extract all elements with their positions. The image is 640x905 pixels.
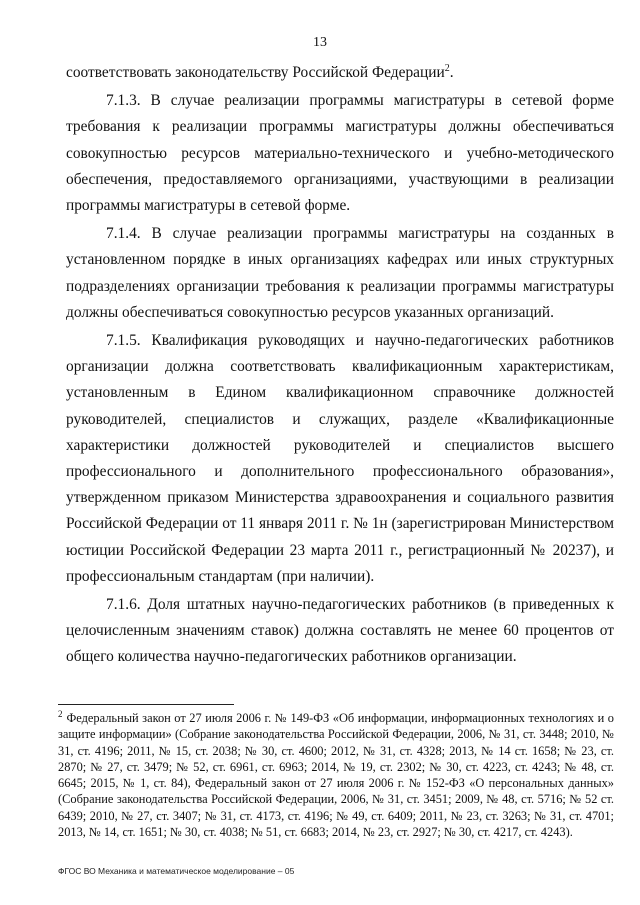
footnote-text: Федеральный закон от 27 июля 2006 г. № 149-ФЗ «Об информации, информационных технологиях и о защите информации» (Собрание законодательства Российской Федерации, 2006, № 31, ст. 3448; 2010, № 31, ст. 4196; 2011, № 15, ст. 2038; № 30, ст. 4600; 2012, № 31, ст. 4328; 2013, № 14 ст. 1658; № 23, ст. 2870; № 27, ст. 3479; № 52, ст. 6961, ст. 6963; 2014, № 19, ст. 2302; № 30, ст. 4223, ст. 4243; № 48, ст. 6645; 2015, № 1, ст. 84), Федеральный закон от 27 июля 2006 г. № 152-ФЗ «О персональных данных» (Собрание законодательства Российской Федерации, 2006, № 31, ст. 3451; 2009, № 48, ст. 5716; № 52 ст. 6439; 2010, № 27, ст. 3407; № 31, ст. 4173, ст. 4196; № 49, ст. 6409; 2011, № 23, ст. 3263; № 31, ст. 4701; 2013, № 14, ст. 1651; № 30, ст. 4038; № 51, ст. 6683; 2014, № 23, ст. 2927; № 30, ст. 4217, ст. 4243).: [58, 711, 614, 840]
document-footer: ФГОС ВО Механика и математическое моделирование – 05: [58, 866, 295, 876]
footnote-mark: 2: [58, 708, 63, 719]
footnote: [58, 710, 614, 840]
footnote-divider: [58, 704, 234, 705]
paragraph-7-1-5: 7.1.5. Квалификация руководящих и научно-педагогических работников организации должна соответствовать квалификационным характеристикам, установленным в Едином квалификационном справочнике должностей руководителей, специалистов и служащих, разделе «Квалификационные характеристики должностей руководителей и специалистов высшего профессионального и дополнительного профессионального образования», утвержденном приказом Министерства здравоохранения и социального развития Российской Федерации от 11 января 2011 г. № 1н (зарегистрирован Министерством юстиции Российской Федерации 23 марта 2011 г., регистрационный № 20237), и профессиональным стандартам (при наличии).: [66, 332, 614, 585]
paragraph-continuation-end: .: [449, 64, 454, 81]
paragraph-continuation-text: соответствовать законодательству Российской Федерации: [66, 64, 445, 81]
page-number: 13: [313, 35, 327, 50]
paragraph-7-1-6: 7.1.6. Доля штатных научно-педагогических работников (в приведенных к целочисленным значениям ставок) должна составлять не менее 60 процентов от общего количества научно-педагогических работников организации.: [66, 596, 614, 666]
paragraph-continuation: [66, 60, 614, 86]
body-text: [66, 60, 614, 673]
footnote-reference[interactable]: 2: [444, 62, 450, 74]
paragraph-7-1-4: 7.1.4. В случае реализации программы магистратуры на созданных в установленном порядке в иных организациях кафедрах или иных структурных подразделениях организации требования к реализации программы магистратуры должны обеспечиваться совокупностью ресурсов указанных организаций.: [66, 225, 614, 321]
paragraph-7-1-3: 7.1.3. В случае реализации программы магистратуры в сетевой форме требования к реализации программы магистратуры должны обеспечиваться совокупностью ресурсов материально-технического и учебно-методического обеспечения, предоставляемого организациями, участвующими в реализации программы магистратуры в сетевой форме.: [66, 92, 614, 215]
